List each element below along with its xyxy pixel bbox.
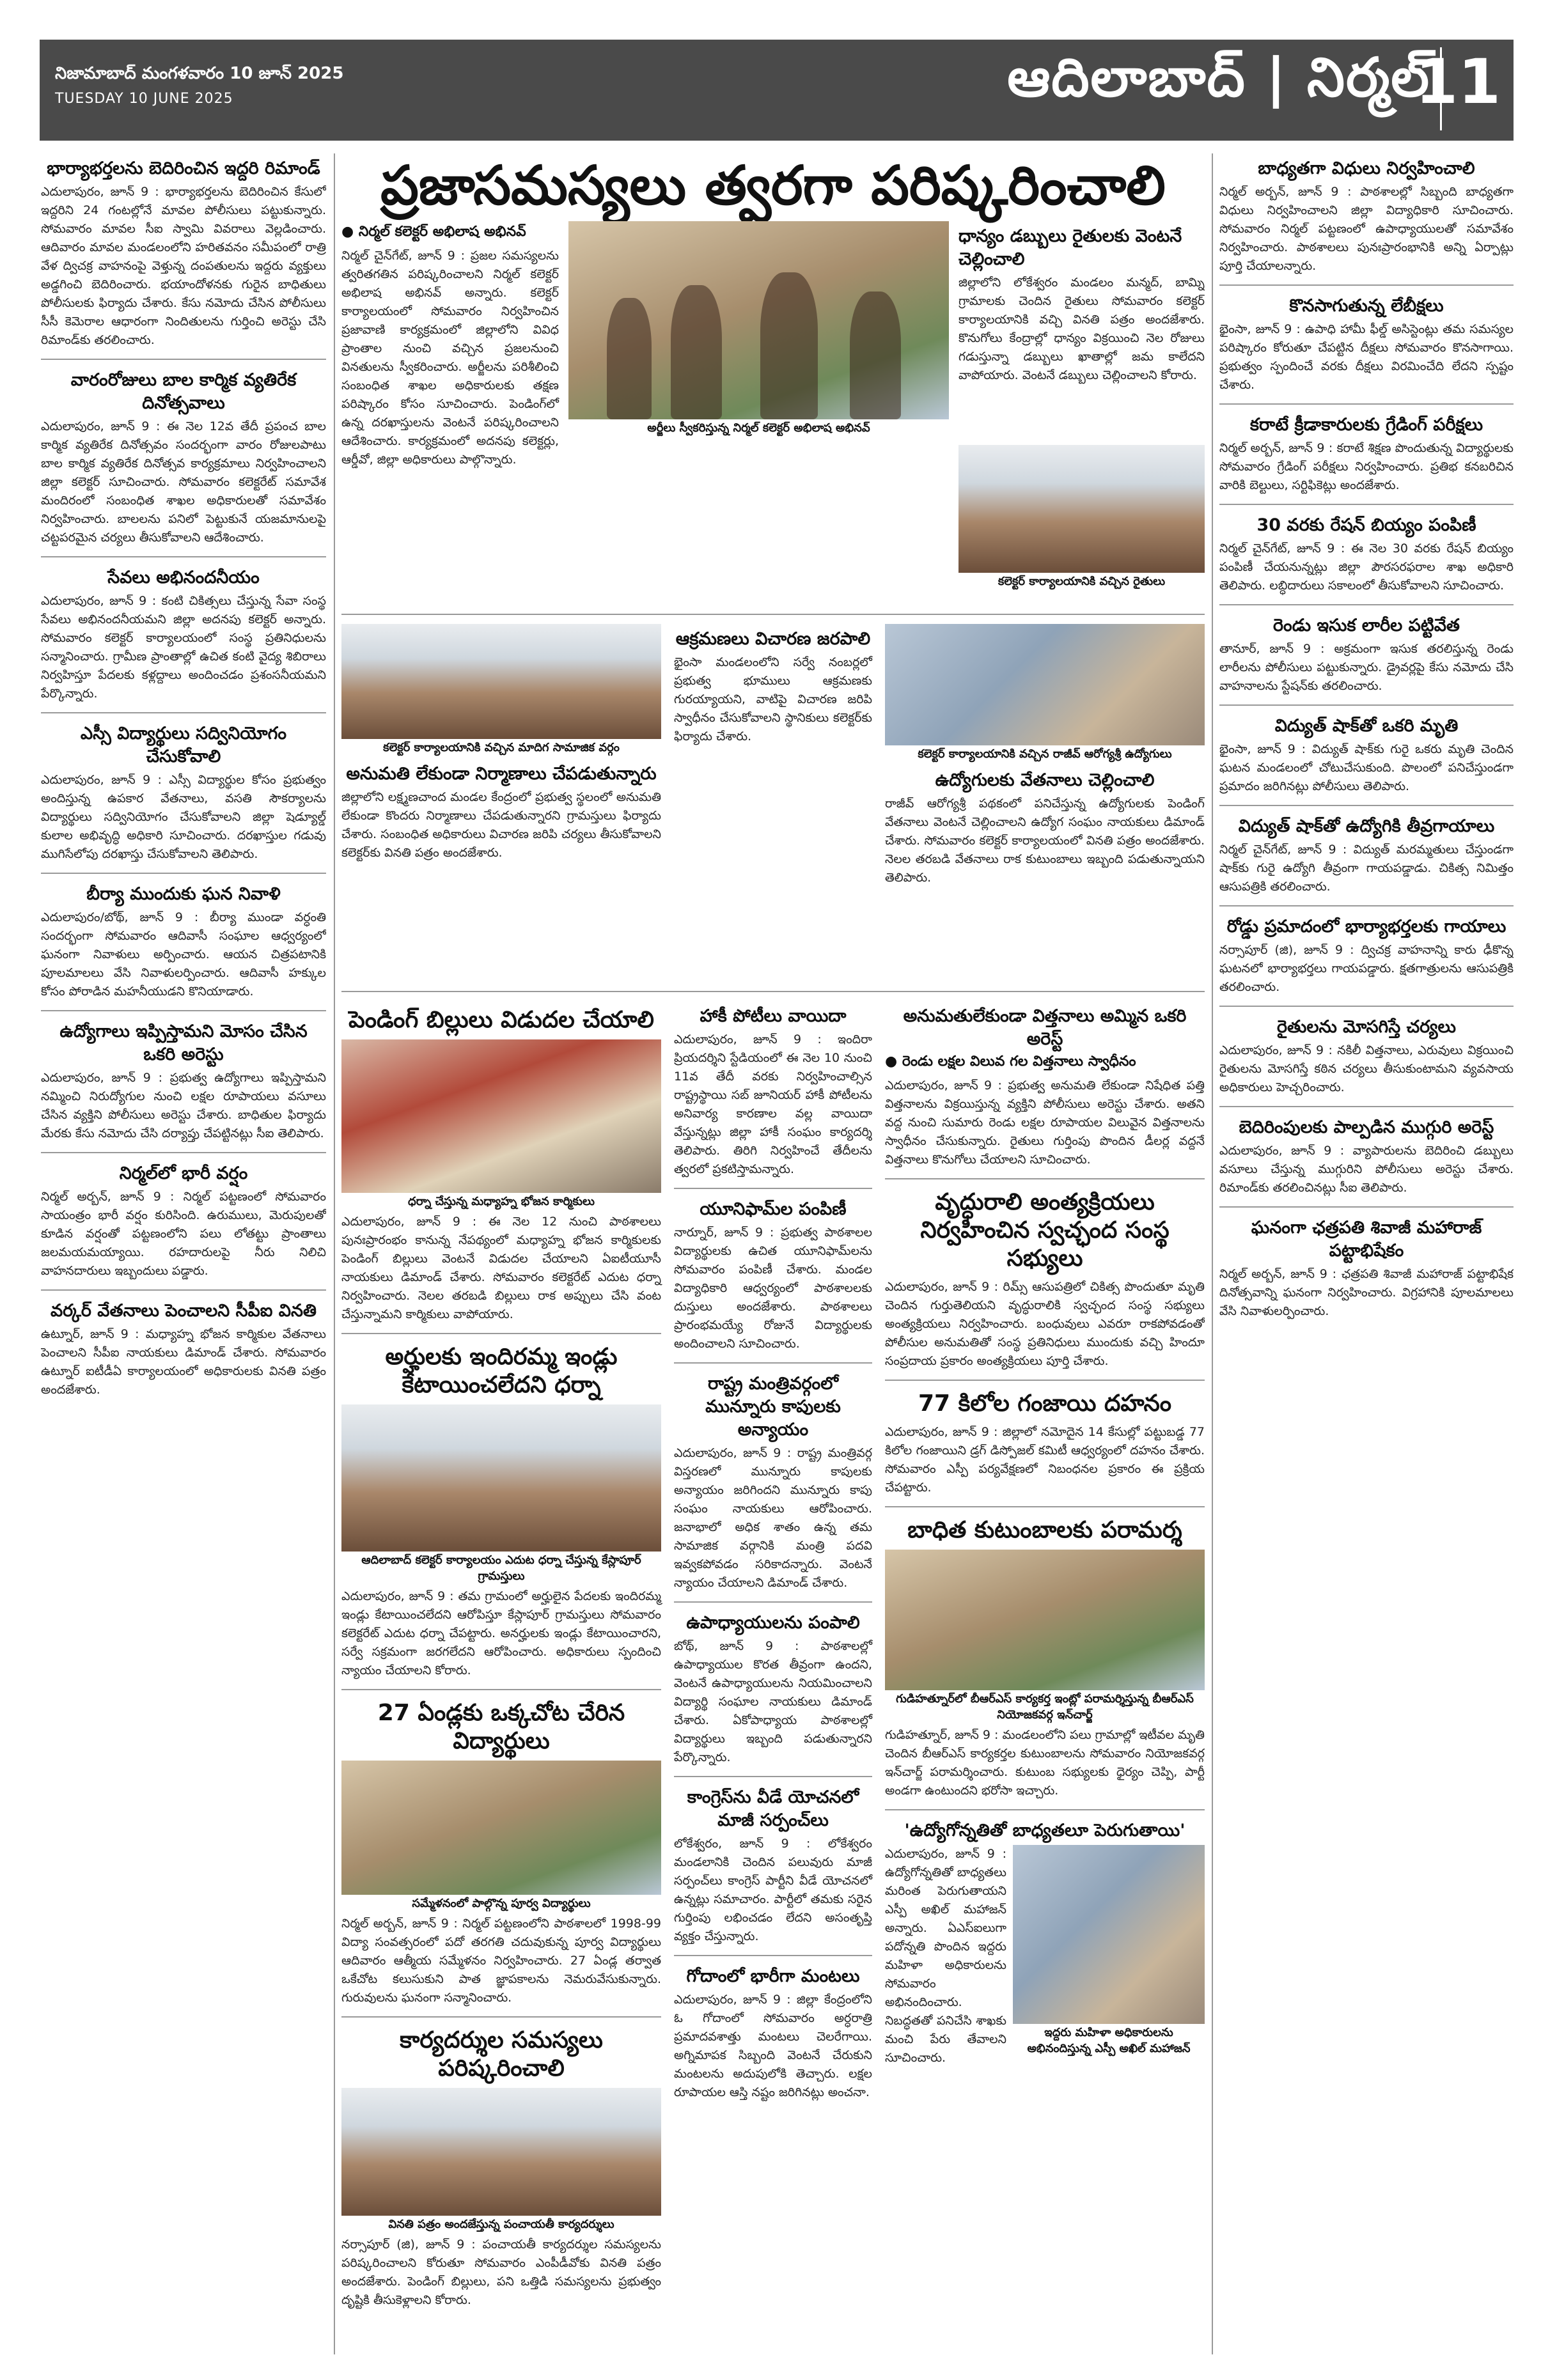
divider (41, 712, 326, 713)
photo-caption: ఆదిలాబాద్ కలెక్టర్ కార్యాలయం ఎదుట ధర్నా చేస్తున్న కేస్లాపూర్ గ్రామస్తులు (341, 1552, 661, 1587)
divider (41, 1010, 326, 1011)
divider (41, 873, 326, 874)
article-headline: వృద్ధురాలి అంత్యక్రియలు నిర్వహించిన స్వచ్ఛంద సంస్థ సభ్యులు (920, 1189, 1170, 1272)
middle-stories (341, 624, 1205, 982)
article-body: ఎదులాపురం, జూన్ 9 : ఎస్సీ విద్యార్థుల కోసం ప్రభుత్వం అందిస్తున్న ఉపకార వేతనాలు, వసతి సౌకర్యాలను విద్యార్థులు సద్వినియోగం చేసుకోవాలని జిల్లా షెడ్యూల్డ్ కులాల అభివృద్ధి అధికారి సూచించారు. దరఖాస్తుల గడువు ముగిసేలోపు దరఖాస్తు చేసుకోవాలని తెలిపారు. (41, 773, 326, 861)
article-headline: సేవలు అభినందనీయం (107, 568, 260, 587)
masthead-date-english: TUESDAY 10 JUNE 2025 (55, 91, 233, 107)
divider (41, 359, 326, 360)
secretary-photo (341, 2088, 661, 2216)
article-headline: బీర్యా ముందుకు ఘన నివాళి (86, 884, 281, 904)
article-headline: 77 కిలోల గంజాయి దహనం (918, 1390, 1171, 1417)
article-headline: భార్యాభర్తలను బెదిరించిన ఇద్దరి రిమాండ్ (47, 159, 320, 178)
divider (1219, 1006, 1514, 1007)
lead-photo (568, 221, 949, 419)
divider (885, 1809, 1205, 1810)
column-rule (334, 153, 335, 2354)
divider (1219, 504, 1514, 505)
divider (885, 1506, 1205, 1507)
article-headline: ధాన్యం డబ్బులు రైతులకు వెంటనే చెల్లించాలి (958, 226, 1182, 269)
photo-caption: కలెక్టర్ కార్యాలయానికి వచ్చిన మాదిగ సామాజిక వర్గం (341, 739, 661, 759)
article-body: ఎదులాపురం, జూన్ 9 : ఇందిరా ప్రియదర్శిని స్టేడియంలో ఈ నెల 10 నుంచి 11వ తేదీ వరకు నిర్వహించాల్సిన రాష్ట్రస్థాయి సబ్ జూనియర్ హాకీ పోటీలను అనివార్య కారణాల వల్ల వాయిదా వేస్తున్నట్లు జిల్లా హాకీ సంఘం కార్యదర్శి తెలిపారు. తిరిగి నిర్వహించే తేదీలను త్వరలో ప్రకటిస్తామన్నారు. (674, 1032, 872, 1176)
article-headline: ఘనంగా ఛత్రపతి శివాజీ మహారాజ్ పట్టాభిషేకం (1251, 1218, 1482, 1261)
article-body: ఎదులాపురం, జూన్ 9 : కంటి చికిత్సలు చేస్తున్న సేవా సంస్థ సేవలు అభినందనీయమని జిల్లా అదనపు కలెక్టర్ అన్నారు. సోమవారం కలెక్టర్ కార్యాలయంలో సంస్థ ప్రతినిధులను సన్మానించారు. గ్రామీణ ప్రాంతాల్లో ఉచిత కంటి వైద్య శిబిరాలు నిర్వహిస్తూ పేదలకు కళ్లద్దాలు అందించడం ప్రశంసనీయమని పేర్కొన్నారు. (41, 594, 326, 701)
section-title: ఆదిలాబాద్ | నిర్మల్ (1007, 46, 1430, 109)
article-body: గుడిహత్నూర్, జూన్ 9 : మండలంలోని పలు గ్రామాల్లో ఇటీవల మృతి చెందిన బీఆర్ఎస్ కార్యకర్తల కుటుంబాలను సోమవారం నియోజకవర్గ ఇన్‌చార్జ్ పరామర్శించారు. కుటుంబ సభ్యులకు ధైర్యం చెప్పి, పార్టీ అండగా ఉంటుందని భరోసా ఇచ్చారు. (885, 1728, 1205, 1798)
article-body: నిర్మల్ చైన్‌గేట్, జూన్ 9 : విద్యుత్ మరమ్మతులు చేస్తుండగా షాక్‌కు గురై ఉద్యోగి తీవ్రంగా గాయపడ్డాడు. చికిత్స నిమిత్తం ఆసుపత్రికి తరలించారు. (1219, 843, 1514, 894)
article-headline: కరాటే క్రీడాకారులకు గ్రేడింగ్ పరీక్షలు (1249, 415, 1483, 435)
divider (41, 556, 326, 557)
article-body: నిర్మల్ అర్బన్, జూన్ 9 : కరాటే శిక్షణ పొందుతున్న విద్యార్థులకు సోమవారం గ్రేడింగ్ పరీక్షలు నిర్వహించారు. ప్రతిభ కనబరిచిన వారికి బెల్టులు, సర్టిఫికెట్లు అందజేశారు. (1219, 441, 1514, 492)
column-right (1219, 153, 1514, 2354)
divider (1219, 1106, 1514, 1107)
promotion-photo (1013, 1845, 1205, 2024)
article-body: ఎదులాపురం, జూన్ 9 : రిమ్స్ ఆసుపత్రిలో చికిత్స పొందుతూ మృతి చెందిన గుర్తుతెలియని వృద్ధురాలికి స్వచ్ఛంద సంస్థ సభ్యులు అంత్యక్రియలు నిర్వహించారు. బంధువులు ఎవరూ రాకపోవడంతో పోలీసుల అనుమతితో సంస్థ ప్రతినిధులు ముందుకు వచ్చి హిందూ సంప్రదాయ ప్రకారం అంత్యక్రియలు పూర్తి చేశారు. (885, 1280, 1205, 1368)
article-body: తానూర్, జూన్ 9 : అక్రమంగా ఇసుక తరలిస్తున్న రెండు లారీలను పోలీసులు పట్టుకున్నారు. డ్రైవర్లపై కేసు నమోదు చేసి వాహనాలను స్టేషన్‌కు తరలించారు. (1219, 642, 1514, 693)
bills-photo (341, 1039, 661, 1193)
article-body: నిర్మల్ అర్బన్, జూన్ 9 : నిర్మల్ పట్టణంలో సోమవారం సాయంత్రం భారీ వర్షం కురిసింది. ఉరుములు, మెరుపులతో కూడిన వర్షంతో పట్టణంలోని పలు లోతట్టు ప్రాంతాలు జలమయమయ్యాయి. రహదారులపై నీరు నిలిచి వాహనదారులు ఇబ్బందులు పడ్డారు. (41, 1190, 326, 1278)
article-headline: విద్యుత్ షాక్‌తో ఒకరి మృతి (1274, 716, 1459, 736)
divider (885, 1178, 1205, 1179)
photo-caption: ధర్నా చేస్తున్న మధ్యాహ్న భోజన కార్మికులు (341, 1193, 661, 1213)
divider (1219, 284, 1514, 286)
page-number: 11 (1415, 46, 1501, 118)
madiga-photo (341, 624, 661, 739)
article-headline: కొనసాగుతున్న లేబీక్షలు (1289, 296, 1444, 316)
article-headline: అర్హులకు ఇందిరమ్మ ఇండ్లు కేటాయించలేదని ధర్నా (385, 1344, 618, 1398)
lead-subline: ● నిర్మల్ కలెక్టర్ అభిలాష అభినవ్ (341, 224, 526, 240)
article-body: ఎదులాపురం, జూన్ 9 : ప్రభుత్వ ఉద్యోగాలు ఇప్పిస్తామని నమ్మించి నిరుద్యోగుల నుంచి లక్షల రూపాయలు వసూలు చేసిన వ్యక్తిని పోలీసులు అరెస్టు చేశారు. బాధితుల ఫిర్యాదు మేరకు కేసు నమోదు చేసి దర్యాప్తు చేపట్టినట్లు సీఐ తెలిపారు. (41, 1071, 326, 1140)
article-headline: విద్యుత్ షాక్‌తో ఉద్యోగికి తీవ్రగాయాలు (1238, 816, 1495, 836)
photo-caption: ఇద్దరు మహిళా అధికారులను అభినందిస్తున్న ఎస్పీ అఖిల్ మహాజన్ (1013, 2024, 1205, 2060)
masthead-date-telugu: నిజామాబాద్ మంగళవారం 10 జూన్ 2025 (55, 64, 344, 83)
article-headline: బాధ్యతగా విధులు నిర్వహించాలి (1258, 159, 1475, 178)
divider (674, 1776, 872, 1777)
article-headline: అనుమతులేకుండా విత్తనాలు అమ్మిన ఒకరి అరెస్ట్ (903, 1006, 1187, 1049)
divider (674, 1362, 872, 1364)
divider (1219, 403, 1514, 405)
divider (1219, 905, 1514, 906)
article-headline: రాష్ట్ర మంత్రివర్గంలో మున్నూరు కాపులకు అన్యాయం (705, 1374, 841, 1440)
farmers-photo (958, 445, 1205, 573)
alumni-photo (341, 1761, 661, 1895)
article-headline: 27 ఏండ్లకు ఒక్కచోట చేరిన విద్యార్థులు (377, 1700, 625, 1754)
divider (674, 1188, 872, 1189)
divider (1219, 704, 1514, 706)
article-body: భైంసా, జూన్ 9 : విద్యుత్ షాక్‌కు గురై ఒకరు మృతి చెందిన ఘటన మండలంలో చోటుచేసుకుంది. పొలంలో పనిచేస్తుండగా ప్రమాదం జరిగినట్లు పోలీసులు తెలిపారు. (1219, 742, 1514, 793)
article-body: ఎదులాపురం, జూన్ 9 : ఉద్యోగోన్నతితో బాధ్యతలు మరింత పెరుగుతాయని ఎస్పీ అఖిల్ మహాజన్ అన్నారు. ఏఎస్‌ఐలుగా పదోన్నతి పొందిన ఇద్దరు మహిళా అధికారులను సోమవారం అభినందించారు. నిబద్ధతతో పనిచేసి శాఖకు మంచి పేరు తేవాలని సూచించారు. (885, 1847, 1006, 2065)
article-headline: 30 వరకు రేషన్ బియ్యం పంపిణీ (1256, 515, 1476, 535)
divider (41, 1152, 326, 1153)
photo-caption: కలెక్టర్ కార్యాలయానికి వచ్చిన రాజీవ్ ఆరోగ్యశ్రీ ఉద్యోగులు (885, 745, 1205, 765)
divider (341, 1333, 661, 1334)
column-rule (1212, 153, 1213, 2354)
photo-caption: అర్జీలు స్వీకరిస్తున్న నిర్మల్ కలెక్టర్ అభిలాష అభినవ్ (568, 419, 949, 439)
article-body: జిల్లాలోని లోకేశ్వరం మండలం మన్మద్, బామ్ని గ్రామాలకు చెందిన రైతులు సోమవారం కలెక్టర్ కార్యాలయానికి వచ్చి వినతి పత్రం అందజేశారు. కొనుగోలు కేంద్రాల్లో ధాన్యం విక్రయించి నెల రోజులు గడుస్తున్నా డబ్బులు ఖాతాల్లో జమ కాలేదని వాపోయారు. వెంటనే డబ్బులు చెల్లించాలని కోరారు. (958, 276, 1205, 382)
article-body: నార్నూర్, జూన్ 9 : ప్రభుత్వ పాఠశాలల విద్యార్థులకు ఉచిత యూనిఫామ్‌లను సోమవారం పంపిణీ చేశారు. మండల విద్యాధికారి ఆధ్వర్యంలో పాఠశాలలకు దుస్తులు అందజేశారు. పాఠశాలలు ప్రారంభమయ్యే రోజునే విద్యార్థులకు అందించాలని సూచించారు. (674, 1225, 872, 1351)
indiramma-photo (341, 1404, 661, 1552)
article-body: నిర్మల్ చైన్‌గేట్, జూన్ 9 : ఈ నెల 30 వరకు రేషన్ బియ్యం పంపిణీ చేయనున్నట్లు జిల్లా పౌరసరఫరాల శాఖ అధికారి తెలిపారు. లబ్ధిదారులు సకాలంలో తీసుకోవాలని సూచించారు. (1219, 541, 1514, 593)
article-body: ఎదులాపురం/బోథ్, జూన్ 9 : బీర్యా ముండా వర్ధంతి సందర్భంగా సోమవారం ఆదివాసీ సంఘాల ఆధ్వర్యంలో ఘనంగా నివాళులు అర్పించారు. ఆయన చిత్రపటానికి పూలమాలలు వేసి నివాళులర్పించారు. ఆదివాసీ హక్కుల కోసం పోరాడిన మహనీయుడని కొనియాడారు. (41, 910, 326, 999)
article-headline: అనుమతి లేకుండా నిర్మాణాలు చేపడుతున్నారు (346, 764, 657, 784)
article-body: రాజీవ్ ఆరోగ్యశ్రీ పథకంలో పనిచేస్తున్న ఉద్యోగులకు పెండింగ్ వేతనాలు వెంటనే చెల్లించాలని ఉద్యోగ సంఘం నాయకులు డిమాండ్ చేశారు. సోమవారం కలెక్టర్ కార్యాలయంలో వినతి పత్రం అందజేశారు. నెలల తరబడి వేతనాలు రాక కుటుంబాలు ఇబ్బంది పడుతున్నాయని తెలిపారు. (885, 797, 1205, 885)
divider (885, 1380, 1205, 1381)
lead-body: నిర్మల్ చైన్‌గేట్, జూన్ 9 : ప్రజల సమస్యలను త్వరితగతిన పరిష్కరించాలని నిర్మల్ కలెక్టర్ అభిలాష అభినవ్ అన్నారు. కలెక్టర్ కార్యాలయంలో సోమవారం నిర్వహించిన ప్రజావాణి కార్యక్రమంలో జిల్లాలోని వివిధ ప్రాంతాల నుంచి వచ్చిన ప్రజలనుంచి వినతులను స్వీకరించారు. అర్జీలను పరిశీలించి సంబంధిత శాఖల అధికారులకు తక్షణ పరిష్కారం కోసం సూచించారు. పెండింగ్‌లో ఉన్న దరఖాస్తులను వెంటనే పరిష్కరించాలని ఆదేశించారు. కార్యక్రమంలో అదనపు కలెక్టర్లు, ఆర్డీవో, జిల్లా అధికారులు పాల్గొన్నారు. (341, 249, 559, 467)
article-headline: ఉద్యోగులకు వేతనాలు చెల్లించాలి (935, 770, 1155, 790)
divider (674, 1955, 872, 1956)
article-headline: ఉద్యోగాలు ఇప్పిస్తామని మోసం చేసిన ఒకరి అరెస్టు (59, 1022, 308, 1064)
article-body: లోకేశ్వరం, జూన్ 9 : లోకేశ్వరం మండలానికి చెందిన పలువురు మాజీ సర్పంచ్‌లు కాంగ్రెస్ పార్టీని వీడే యోచనలో ఉన్నట్లు సమాచారం. పార్టీలో తమకు సరైన గుర్తింపు లభించడం లేదని అసంతృప్తి వ్యక్తం చేస్తున్నారు. (674, 1837, 872, 1943)
article-body: ఉట్నూర్, జూన్ 9 : మధ్యాహ్న భోజన కార్మికుల వేతనాలు పెంచాలని సీపీఐ నాయకులు డిమాండ్ చేశారు. సోమవారం ఉట్నూర్ ఐటీడీఏ కార్యాలయంలో అధికారులకు వినతి పత్రం అందజేశారు. (41, 1327, 326, 1397)
article-body: ఎదులాపురం, జూన్ 9 : నకిలీ విత్తనాలు, ఎరువులు విక్రయించి రైతులను మోసగిస్తే కఠిన చర్యలు తీసుకుంటామని వ్యవసాయ అధికారులు హెచ్చరించారు. (1219, 1043, 1514, 1094)
photo-caption: కలెక్టర్ కార్యాలయానికి వచ్చిన రైతులు (958, 573, 1205, 593)
article-headline: గోదాంలో భారీగా మంటలు (686, 1966, 860, 1986)
article-body: నర్సాపూర్ (జి), జూన్ 9 : ద్విచక్ర వాహనాన్ని కారు ఢీకొన్న ఘటనలో భార్యాభర్తలు గాయపడ్డారు. క్షతగాత్రులను ఆసుపత్రికి తరలించారు. (1219, 943, 1514, 994)
divider (341, 991, 1205, 992)
article-headline: కార్యదర్శుల సమస్యలు పరిష్కరించాలి (400, 2027, 603, 2081)
article-headline: నిర్మల్‌లో భారీ వర్షం (119, 1163, 248, 1183)
article-body: ఎదులాపురం, జూన్ 9 : భార్యాభర్తలను బెదిరించిన కేసులో ఇద్దరిని 24 గంటల్లోనే మావల పోలీసులు పట్టుకున్నారు. సోమవారం మావల సీఐ స్వామి వివరాలు వెల్లడించారు. ఆదివారం మావల మండలంలోని హరితవనం సమీపంలో రాత్రి వేళ ద్విచక్ర వాహనంపై వెళ్తున్న దంపతులను ఇద్దరు వ్యక్తులు అడ్డగించి బెదిరించారు. భయాందోళనకు గురైన బాధితులు పోలీసులకు ఫిర్యాదు చేశారు. కేసు నమోదు చేసిన పోలీసులు సీసీ కెమెరాల ఆధారంగా నిందితులను గుర్తించి అరెస్టు చేసి రిమాండ్‌కు తరలించారు. (41, 185, 326, 347)
lead-story (341, 221, 1205, 605)
lower-section (341, 1001, 1205, 2354)
article-body: నిర్మల్ అర్బన్, జూన్ 9 : ఛత్రపతి శివాజీ మహారాజ్ పట్టాభిషేక దినోత్సవాన్ని ఘనంగా నిర్వహించారు. విగ్రహానికి పూలమాలలు వేసి నివాళులర్పించారు. (1219, 1267, 1514, 1318)
divider (341, 614, 1205, 615)
lead-headline: ప్రజాసమస్యలు త్వరగా పరిష్కరించాలి (380, 154, 1166, 217)
article-body: భైంసా మండలంలోని సర్వే నంబర్లలో ప్రభుత్వ భూములు ఆక్రమణకు గురయ్యాయని, వాటిపై విచారణ జరిపి స్వాధీనం చేసుకోవాలని స్థానికులు కలెక్టర్‌కు ఫిర్యాదు చేశారు. (674, 655, 872, 743)
article-body: బోథ్, జూన్ 9 : పాఠశాలల్లో ఉపాధ్యాయుల కొరత తీవ్రంగా ఉందని, వెంటనే ఉపాధ్యాయులను నియమించాలని విద్యార్థి సంఘాల నాయకులు డిమాండ్ చేశారు. ఏకోపాధ్యాయ పాఠశాలల్లో విద్యార్థులు ఇబ్బంది పడుతున్నారని పేర్కొన్నారు. (674, 1639, 872, 1764)
article-body: భైంసా, జూన్ 9 : ఉపాధి హామీ ఫీల్డ్ అసిస్టెంట్లు తమ సమస్యల పరిష్కారం కోరుతూ చేపట్టిన దీక్షలు సోమవారం కొనసాగాయి. ప్రభుత్వం స్పందించే వరకు దీక్షలు విరమించేది లేదని స్పష్టం చేశారు. (1219, 322, 1514, 392)
divider (1219, 805, 1514, 806)
masthead (40, 40, 1514, 141)
article-body: ఎదులాపురం, జూన్ 9 : ఈ నెల 12వ తేదీ ప్రపంచ బాల కార్మిక వ్యతిరేక దినోత్సవం సందర్భంగా వారం రోజులపాటు బాల కార్మిక వ్యతిరేక దినోత్సవ కార్యక్రమాలు నిర్వహించాలని జిల్లా కలెక్టర్ సూచించారు. సోమవారం కలెక్టరేట్ సమావేశ మందిరంలో సంబంధిత శాఖల అధికారులతో సమావేశం నిర్వహించారు. బాలలను పనిలో పెట్టుకునే యజమానులపై చట్టపరమైన చర్యలు తీసుకోవాలని ఆదేశించారు. (41, 419, 326, 545)
article-headline: యూనిఫామ్‌ల పంపిణీ (700, 1199, 847, 1219)
article-body: ఎదులాపురం, జూన్ 9 : ప్రభుత్వ అనుమతి లేకుండా నిషేధిత పత్తి విత్తనాలను విక్రయిస్తున్న వ్యక్తిని పోలీసులు అరెస్టు చేశారు. అతని వద్ద నుంచి సుమారు రెండు లక్షల రూపాయల విలువైన విత్తనాలను స్వాధీనం చేసుకున్నారు. రైతులు గుర్తింపు పొందిన డీలర్ల వద్దనే విత్తనాలు కొనుగోలు చేయాలని సూచించారు. (885, 1078, 1205, 1167)
article-headline: బెదిరింపులకు పాల్పడిన ముగ్గురి అరెస్ట్ (1239, 1117, 1494, 1137)
article-headline: ఆక్రమణలు విచారణ జరపాలి (675, 629, 871, 649)
article-body: ఎదులాపురం, జూన్ 9 : రాష్ట్ర మంత్రివర్గ విస్తరణలో మున్నూరు కాపులకు అన్యాయం జరిగిందని మున్నూరు కాపు సంఘం నాయకులు ఆరోపించారు. జనాభాలో అధిక శాతం ఉన్న తమ సామాజిక వర్గానికి మంత్రి పదవి ఇవ్వకపోవడం సరికాదన్నారు. వెంటనే న్యాయం చేయాలని డిమాండ్ చేశారు. (674, 1446, 872, 1590)
article-body: నర్సాపూర్ (జి), జూన్ 9 : పంచాయతీ కార్యదర్శుల సమస్యలను పరిష్కరించాలని కోరుతూ సోమవారం ఎంపీడీవోకు వినతి పత్రం అందజేశారు. పెండింగ్ బిల్లులు, పని ఒత్తిడి సమస్యలను ప్రభుత్వం దృష్టికి తీసుకెళ్లాలని కోరారు. (341, 2237, 661, 2307)
photo-caption: వినతి పత్రం అందజేస్తున్న పంచాయతీ కార్యదర్శులు (341, 2216, 661, 2236)
article-headline: ఉపాధ్యాయులను పంపాలి (686, 1613, 860, 1633)
article-headline: రోడ్డు ప్రమాదంలో భార్యాభర్తలకు గాయాలు (1226, 917, 1506, 937)
article-subline: ● రెండు లక్షల విలువ గల విత్తనాలు స్వాధీనం (885, 1054, 1136, 1069)
article-body: ఎదులాపురం, జూన్ 9 : ఈ నెల 12 నుంచి పాఠశాలలు పునఃప్రారంభం కానున్న నేపథ్యంలో మధ్యాహ్న భోజన కార్మికులకు పెండింగ్ బిల్లులు వెంటనే విడుదల చేయాలని ఏఐటీయూసీ నాయకులు డిమాండ్ చేశారు. సోమవారం కలెక్టరేట్ ఎదుట ధర్నా నిర్వహించారు. నెలల తరబడి బిల్లులు రాక అప్పులు చేసి వంట చేస్తున్నామని కార్మికులు వాపోయారు. (341, 1215, 661, 1321)
divider (341, 2016, 661, 2018)
article-body: ఎదులాపురం, జూన్ 9 : తమ గ్రామంలో అర్హులైన పేదలకు ఇందిరమ్మ ఇండ్లు కేటాయించలేదని ఆరోపిస్తూ కేస్లాపూర్ గ్రామస్తులు సోమవారం కలెక్టరేట్ ఎదుట ధర్నా చేపట్టారు. అనర్హులకు ఇండ్లు కేటాయించారని, సర్వే సక్రమంగా జరగలేదని ఆరోపించారు. అధికారులు స్పందించి న్యాయం చేయాలని కోరారు. (341, 1589, 661, 1677)
article-body: ఎదులాపురం, జూన్ 9 : వ్యాపారులను బెదిరించి డబ్బులు వసూలు చేస్తున్న ముగ్గురిని పోలీసులు అరెస్టు చేశారు. రిమాండ్‌కు తరలించినట్లు సీఐ తెలిపారు. (1219, 1144, 1514, 1195)
article-headline: రెండు ఇసుక లారీల పట్టివేత (1273, 616, 1460, 635)
divider (341, 1689, 661, 1690)
photo-caption: సమ్మేళనంలో పాల్గొన్న పూర్వ విద్యార్థులు (341, 1895, 661, 1915)
column-left (41, 153, 326, 2354)
divider (41, 1289, 326, 1291)
divider (1219, 604, 1514, 605)
article-body: నిర్మల్ అర్బన్, జూన్ 9 : నిర్మల్ పట్టణంలోని పాఠశాలలో 1998-99 విద్యా సంవత్సరంలో పదో తరగతి చదువుకున్న పూర్వ విద్యార్థులు ఆదివారం ఆత్మీయ సమ్మేళనం నిర్వహించారు. 27 ఏండ్ల తర్వాత ఒకేచోట కలుసుకుని పాత జ్ఞాపకాలను నెమరువేసుకున్నారు. గురువులను ఘనంగా సన్మానించారు. (341, 1917, 661, 2005)
center-block (341, 153, 1205, 2354)
article-body: ఎదులాపురం, జూన్ 9 : జిల్లా కేంద్రంలోని ఓ గోదాంలో సోమవారం అర్ధరాత్రి ప్రమాదవశాత్తు మంటలు చెలరేగాయి. అగ్నిమాపక సిబ్బంది వెంటనే చేరుకుని మంటలను అదుపులోకి తెచ్చారు. లక్షల రూపాయల ఆస్తి నష్టం జరిగినట్లు అంచనా. (674, 1993, 872, 2099)
article-headline: వారంరోజులు బాల కార్మిక వ్యతిరేక దినోత్సవాలు (70, 370, 297, 413)
article-body: జిల్లాలోని లక్ష్మణచాంద మండల కేంద్రంలో ప్రభుత్వ స్థలంలో అనుమతి లేకుండా కొందరు నిర్మాణాలు చేపడుతున్నారని గ్రామస్తులు ఫిర్యాదు చేశారు. సంబంధిత అధికారులు విచారణ జరిపి చర్యలు తీసుకోవాలని కలెక్టర్‌కు వినతి పత్రం అందజేశారు. (341, 790, 661, 860)
article-headline: హాకీ పోటీలు వాయిదా (700, 1006, 847, 1026)
article-body: ఎదులాపురం, జూన్ 9 : జిల్లాలో నమోదైన 14 కేసుల్లో పట్టుబడ్డ 77 కిలోల గంజాయిని డ్రగ్ డిస్పోజల్ కమిటీ ఆధ్వర్యంలో దహనం చేశారు. సోమవారం ఎస్పీ పర్యవేక్షణలో నిబంధనల ప్రకారం ఈ ప్రక్రియ చేపట్టారు. (885, 1425, 1205, 1495)
photo-caption: గుడిహత్నూర్‌లో బీఆర్ఎస్ కార్యకర్త ఇంట్లో పరామర్శిస్తున్న బీఆర్ఎస్ నియోజకవర్గ ఇన్‌చార్జ్ (885, 1690, 1205, 1726)
family-visit-photo (885, 1550, 1205, 1690)
divider (1219, 1206, 1514, 1208)
article-headline: ఎస్సీ విద్యార్థులు సద్వినియోగం చేసుకోవాలి (80, 724, 287, 766)
article-headline: కాంగ్రెస్‌ను వీడే యోచనలో మాజీ సర్పంచ్‌లు (687, 1787, 859, 1830)
article-headline: 'ఉద్యోగోన్నతితో బాధ్యతలూ పెరుగుతాయి' (904, 1821, 1185, 1840)
aarogyasri-photo (885, 624, 1205, 745)
article-body: నిర్మల్ అర్బన్, జూన్ 9 : పాఠశాలల్లో సిబ్బంది బాధ్యతగా విధులు నిర్వహించాలని జిల్లా విద్యాధికారి సూచించారు. సోమవారం నిర్మల్ పట్టణంలో ఉపాధ్యాయులతో సమావేశం నిర్వహించారు. పాఠశాలలు పునఃప్రారంభానికి అన్ని ఏర్పాట్లు పూర్తి చేయాలన్నారు. (1219, 185, 1514, 273)
article-headline: పెండింగ్ బిల్లులు విడుదల చేయాలి (348, 1007, 654, 1033)
article-headline: వర్కర్ వేతనాలు పెంచాలని సీపీఐ వినతి (50, 1301, 317, 1321)
divider (674, 1601, 872, 1603)
article-headline: బాధిత కుటుంబాలకు పరామర్శ (907, 1517, 1182, 1543)
article-headline: రైతులను మోసగిస్తే చర్యలు (1276, 1017, 1457, 1037)
